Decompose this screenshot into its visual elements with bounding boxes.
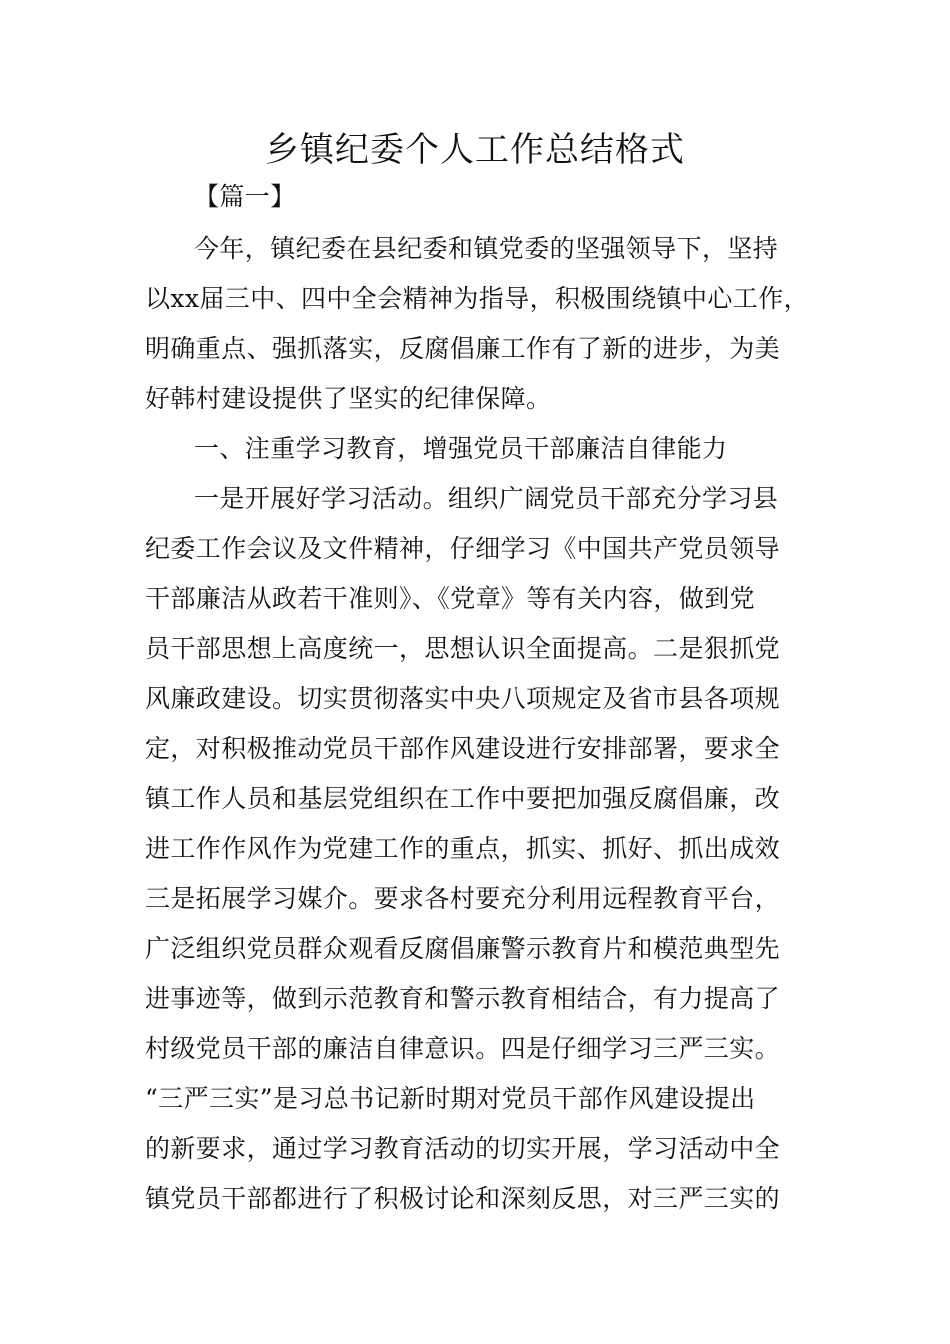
body-line: 进事迹等，做到示范教育和警示教育相结合，有力提高了 <box>145 984 781 1013</box>
section-label: 【篇一】 <box>194 182 296 211</box>
body-line: 一是开展好学习活动。组织广阔党员干部充分学习县 <box>194 484 779 513</box>
body-line: 干部廉洁从政若干准则》、《党章》等有关内容，做到党 <box>145 584 756 613</box>
body-line: 村级党员干部的廉洁自律意识。四是仔细学习三严三实。 <box>145 1034 781 1063</box>
body-line: 三是拓展学习媒介。要求各村要充分利用远程教育平台， <box>145 884 781 913</box>
body-line: 以xx届三中、四中全会精神为指导，积极围绕镇中心工作， <box>145 284 810 313</box>
body-line: 好韩村建设提供了坚实的纪律保障。 <box>145 384 552 413</box>
body-line: “三严三实”是习总书记新时期对党员干部作风建设提出 <box>145 1084 756 1113</box>
document-title: 乡镇纪委个人工作总结格式 <box>265 130 685 170</box>
body-line: 镇工作人员和基层党组织在工作中要把加强反腐倡廉，改 <box>145 784 781 813</box>
body-line: 定，对积极推动党员干部作风建设进行安排部署，要求全 <box>145 734 781 763</box>
body-line: 进工作作风作为党建工作的重点，抓实、抓好、抓出成效 <box>145 834 781 863</box>
body-line: 镇党员干部都进行了积极讨论和深刻反思，对三严三实的 <box>145 1184 781 1213</box>
body-line: 风廉政建设。切实贯彻落实中央八项规定及省市县各项规 <box>145 684 781 713</box>
body-line: 的新要求，通过学习教育活动的切实开展，学习活动中全 <box>145 1134 781 1163</box>
section-heading: 一、注重学习教育，增强党员干部廉洁自律能力 <box>194 434 728 463</box>
body-line: 明确重点、强抓落实，反腐倡廉工作有了新的进步，为美 <box>145 334 781 363</box>
body-line: 广泛组织党员群众观看反腐倡廉警示教育片和模范典型先 <box>145 934 781 963</box>
body-line: 今年，镇纪委在县纪委和镇党委的坚强领导下，坚持 <box>194 234 779 263</box>
body-line: 员干部思想上高度统一，思想认识全面提高。二是狠抓党 <box>145 634 781 663</box>
body-line: 纪委工作会议及文件精神，仔细学习《中国共产党员领导 <box>145 534 781 563</box>
